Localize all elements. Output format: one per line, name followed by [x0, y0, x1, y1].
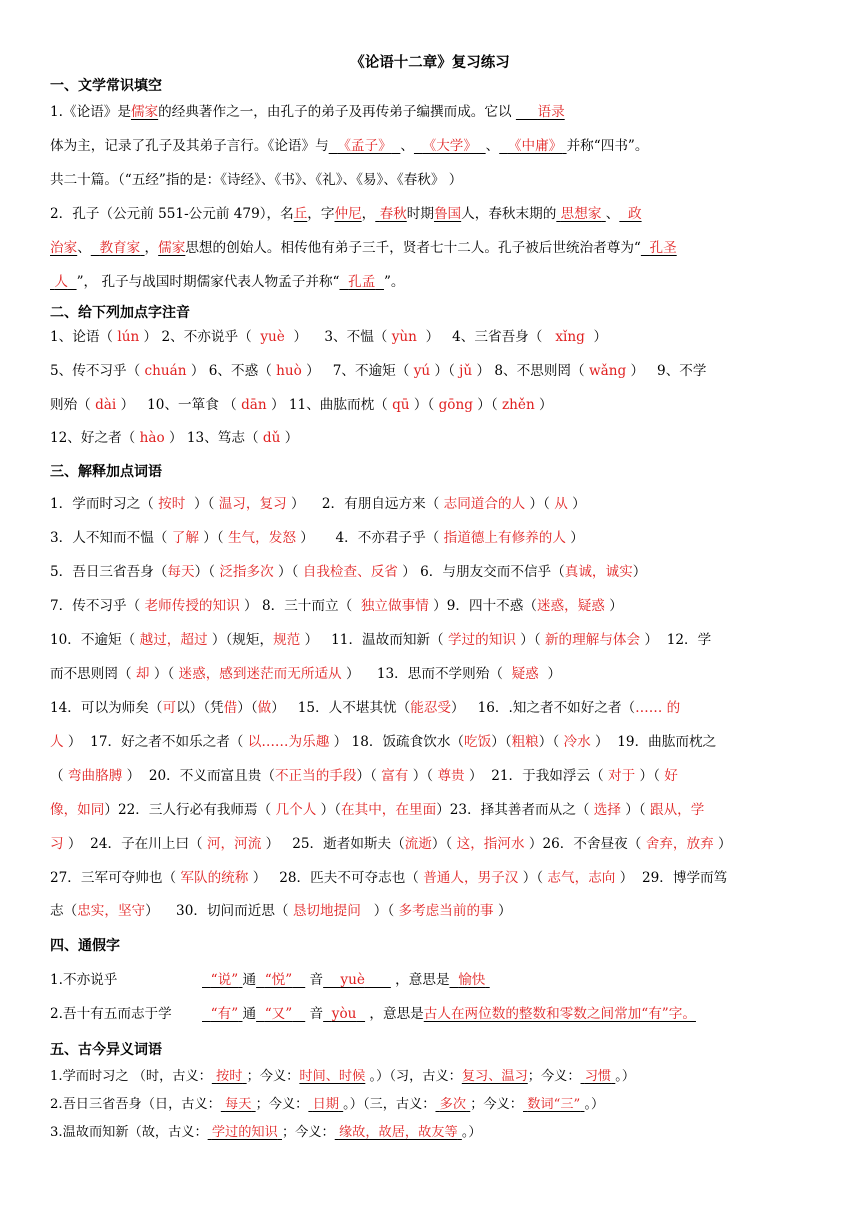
section-4-heading: 四、通假字 — [50, 938, 120, 954]
s3-line-13: 志（忠实，坚守） 30．切问而近思（ 恳切地提问 ）（ 多考虑当前的事 ） — [50, 903, 512, 919]
s3-line-6: 而不思则罔（ 却 ）（ 迷惑，感到迷茫而无所适从 ） 13．思而不学则殆（ 疑惑 ） — [50, 666, 562, 682]
s1-line-4: 2．孔子（公元前 551-公元前 479），名丘，字仲尼， 春秋时期鲁国人，春秋末期的 思想家 、 政 — [50, 206, 642, 222]
s3-line-2: 3．人不知而不愠（ 了解 ）（ 生气，发怒 ） 4．不亦君子乎（ 指道德上有修养的人 ） — [50, 530, 584, 546]
s2-line-3: 则殆（ dài ） 10、一箪食 （ dān ） 11、曲肱而枕（ qū ）（ gōng ）（ zhěn ） — [50, 397, 553, 413]
page-title: 《论语十二章》复习练习 — [350, 54, 510, 71]
s1-line-1: 1.《论语》是儒家的经典著作之一，由孔子的弟子及再传弟子编撰而成。它以 语录 — [50, 104, 565, 120]
s3-line-9: （ 弯曲胳膊 ） 20．不义而富且贵（不正当的手段）（ 富有 ）（ 尊贵 ） 21．于我如浮云（ 对于 ）（ 好 — [50, 768, 678, 784]
s2-line-2: 5、传不习乎（ chuán ） 6、不惑（ huò ） 7、不逾矩（ yú ）（ jǔ ） 8、不思则罔（ wǎng ） 9、不学 — [50, 363, 707, 379]
s3-line-11: 习 ） 24．子在川上曰（ 河，河流 ） 25．逝者如斯夫（流逝）（ 这，指河水 ）26．不舍昼夜（ 舍弃，放弃 ） — [50, 836, 732, 852]
s5-line-2: 2.吾日三省吾身（日，古义： 每天 ；今义： 日期 。）（三，古义： 多次 ；今义： 数词“三” 。） — [50, 1097, 605, 1112]
s3-line-7: 14．可以为师矣（可以）（凭借）（做） 15．人不堪其忧（能忍受） 16．.知之者不如好之者（…… 的 — [50, 700, 681, 716]
s3-line-4: 7．传不习乎（ 老师传授的知识 ） 8．三十而立（ 独立做事情 ）9．四十不惑（迷惑，疑惑 ） — [50, 598, 623, 614]
section-2-heading: 二、给下列加点字注音 — [50, 305, 190, 321]
s1-line-2: 体为主，记录了孔子及其弟子言行。《论语》与 《孟子》 、 《大学》 、 《中庸》 并称“四书”。 — [50, 138, 649, 154]
section-1-heading: 一、文学常识填空 — [50, 78, 162, 94]
s3-line-8: 人 ） 17．好之者不如乐之者（ 以……为乐趣 ） 18．饭疏食饮水（吃饭）（粗粮）（ 冷水 ） 19．曲肱而枕之 — [50, 734, 717, 750]
s2-line-1: 1、论语（ lún ） 2、不亦说乎（ yuè ） 3、不愠（ yùn ） 4、三省吾身（ xǐng ） — [50, 329, 608, 345]
section-3-heading: 三、解释加点词语 — [50, 464, 162, 480]
s5-line-3: 3.温故而知新（故，古义： 学过的知识 ；今义： 缘故，故居，故友等 。） — [50, 1125, 482, 1140]
section-5-heading: 五、古今异义词语 — [50, 1042, 162, 1058]
s3-line-12: 27．三军可夺帅也（ 军队的统称 ） 28．匹夫不可夺志也（ 普通人，男子汉 ）（ 志气，志向 ） 29．博学而笃 — [50, 870, 728, 886]
s2-line-4: 12、好之者（ hào ） 13、笃志（ dǔ ） — [50, 430, 299, 446]
s1-line-3: 共二十篇。（“五经”指的是：《诗经》、《书》、《礼》、《易》、《春秋》 ） — [50, 172, 463, 188]
s3-line-1: 1．学而时习之（ 按时 ）（ 温习，复习 ） 2．有朋自远方来（ 志同道合的人 ）（ 从 ） — [50, 496, 586, 512]
s1-line-5: 治家、 教育家 ，儒家思想的创始人。相传他有弟子三千，贤者七十二人。孔子被后世统治者尊为“ 孔圣 — [50, 240, 677, 256]
s5-line-1: 1.学而时习之 （时，古义： 按时 ；今义：时间、时候 。）（习，古义：复习、温习；今义： 习惯 。） — [50, 1069, 636, 1084]
s4-line-2: 2.吾十有五而志于学 “有” 通 “又” 音 yòu ，意思是古人在两位数的整数和零数之间常加“有”字。 — [50, 1006, 696, 1022]
s4-line-1: 1.不亦说乎 “说” 通 “悦” 音 yuè ，意思是 愉快 — [50, 972, 486, 988]
s3-line-3: 5．吾日三省吾身（每天）（ 泛指多次 ）（ 自我检查、反省 ） 6．与朋友交而不信乎（真诚，诚实） — [50, 564, 647, 580]
s3-line-5: 10．不逾矩（ 越过，超过 ）（规矩，规范 ） 11．温故而知新（ 学过的知识 ）（ 新的理解与体会 ） 12．学 — [50, 632, 712, 648]
s3-line-10: 像，如同）22．三人行必有我师焉（ 几个人 ）（在其中，在里面）23．择其善者而从之（ 选择 ）（ 跟从，学 — [50, 802, 705, 818]
s1-line-6: 人 ”， 孔子与战国时期儒家代表人物孟子并称“ 孔孟 ”。 — [54, 274, 405, 290]
